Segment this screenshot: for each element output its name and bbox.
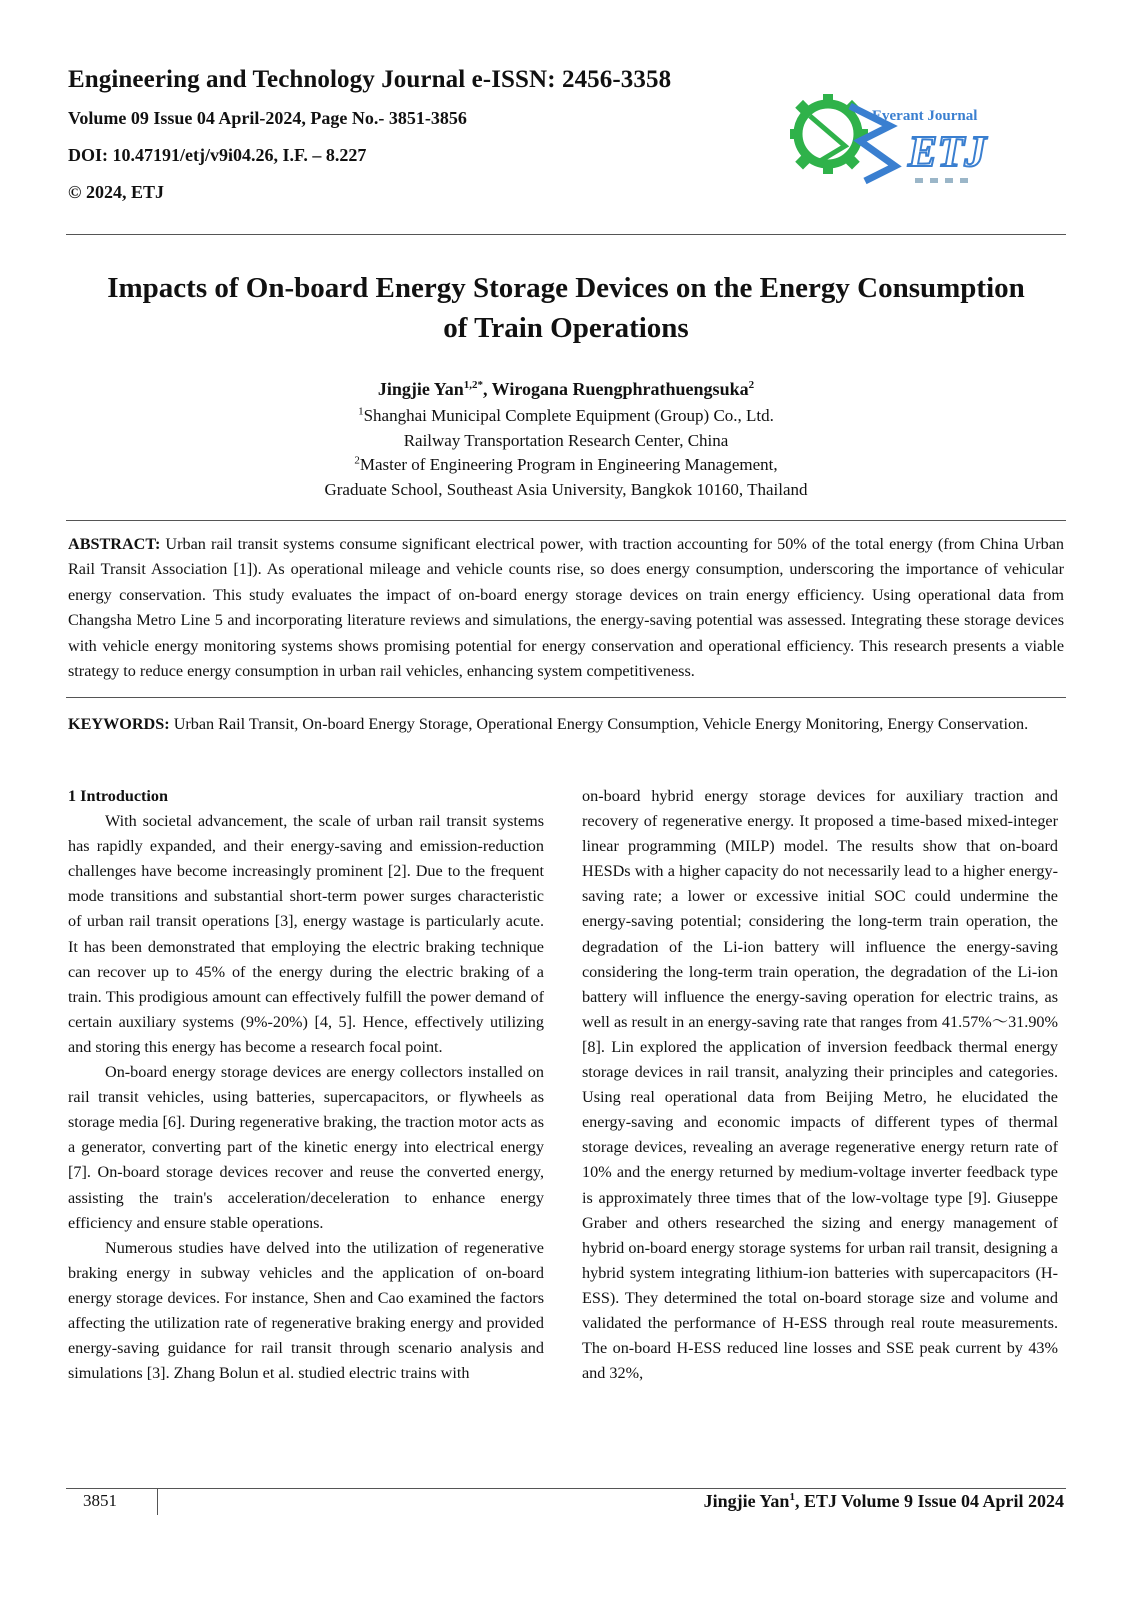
author-2: Wirogana Ruengphrathuengsuka [491, 379, 749, 399]
author-1-superscript: 1,2* [463, 379, 483, 391]
volume-info: Volume 09 Issue 04 April-2024, Page No.- 3851-3856 [68, 108, 467, 128]
copyright: © 2024, ETJ [68, 182, 164, 202]
affiliation-1-line-1: $^1$Shanghai Municipal Complete Equipment (Group) Co., Ltd. [358, 405, 774, 425]
paragraph: On-board energy storage devices are energy collectors installed on rail transit vehicles, using batteries, supercapacitors, or flywheels as storage media [6]. During regenerative braking, the traction motor acts as a generator, converting part of the kinetic energy into electrical energy [7]. On-board storage devices recover and reuse the converted energy, assisting the train's acceleration/deceleration to enhance energy efficiency and ensure stable operations. [68, 1063, 544, 1232]
logo-main-text: ETJ [908, 127, 987, 176]
paragraph: Numerous studies have delved into the utilization of regenerative braking energy in subway vehicles and the application of on-board energy storage devices. For instance, Shen and Cao examined the factors affecting the utilization rate of regenerative braking energy and provided energy-saving guidance for rail transit through scenario analysis and simulations [3]. Zhang Bolun et al. studied electric trains with [68, 1238, 544, 1383]
keywords-label: KEYWORDS: [68, 715, 170, 733]
abstract-label: ABSTRACT: [68, 535, 161, 553]
affiliation-2-line-1: $^2$Master of Engineering Program in Engineering Management, [354, 454, 778, 474]
doi-info: DOI: 10.47191/etj/v9i04.26, I.F. – 8.227 [68, 145, 367, 165]
footer-separator [157, 1489, 158, 1515]
abstract [68, 532, 1064, 684]
affiliation-2-marker: 2 [354, 454, 360, 467]
paper-title [66, 268, 1066, 348]
affiliation-2-line-2: Graduate School, Southeast Asia University, Bangkok 10160, Thailand [324, 480, 808, 499]
author-2-superscript: 2 [748, 379, 755, 391]
author-separator: , [482, 379, 492, 399]
etj-logo [790, 86, 1005, 196]
keywords-text: Urban Rail Transit, On-board Energy Storage, Operational Energy Consumption, Vehicle Energy Monitoring, Energy Conservation. [173, 715, 1029, 733]
journal-header [68, 66, 671, 219]
affiliation-1-marker: 1 [358, 405, 364, 418]
title-line-1: Impacts of On-board Energy Storage Devices on the Energy Consumption [107, 272, 1025, 304]
journal-name: Engineering and Technology Journal e-ISSN: 2456-3358 [68, 66, 672, 93]
abstract-text: Urban rail transit systems consume significant electrical power, with traction accounting for 50% of the total energy (from China Urban Rail Transit Association [1]). As operational mileage and vehicle counts rise, so does energy consumption, underscoring the importance of vehicular energy conservation. This study evaluates the impact of on-board energy storage devices on train energy efficiency. Using operational data from Changsha Metro Line 5 and incorporating literature reviews and simulations, the energy-saving potential was assessed. Integrating these storage devices with vehicle energy monitoring systems shows promising potential for energy conservation and operational efficiency. This research presents a viable strategy to reduce energy consumption in urban rail vehicles, enhancing system competitiveness. [68, 535, 1064, 681]
author-list [66, 379, 1066, 400]
header-rule [66, 234, 1066, 235]
paragraph: With societal advancement, the scale of urban rail transit systems has rapidly expanded, and their energy-saving and emission-reduction challenges have become increasingly prominent [2]. Due to the frequent mode transitions and substantial short-term power surges characteristic of urban rail transit operations [3], energy wastage is particularly acute. It has been demonstrated that employing the electric braking technique can recover up to 45% of the energy during the electric braking of a train. This prodigious amount can effectively fulfill the power demand of certain auxiliary systems (9%-20%) [4, 5]. Hence, effectively utilizing and storing this energy has become a research focal point. [68, 812, 544, 1056]
keywords [68, 712, 1064, 737]
section-heading: 1 Introduction [68, 787, 168, 805]
body-right-column [582, 784, 1058, 1386]
abstract-bottom-rule [66, 697, 1066, 698]
footer-citation: Jingjie Yan$^1$, ETJ Volume 9 Issue 04 April 2024 [703, 1491, 1064, 1511]
body-left-column [68, 784, 544, 1386]
footer-rule [66, 1488, 1066, 1489]
paragraph: on-board hybrid energy storage devices for auxiliary traction and recovery of regenerative energy. It proposed a time-based mixed-integer linear programming (MILP) model. The results show that on-board HESDs with a higher capacity do not necessarily lead to a higher energy-saving rate; a lower or excessive initial SOC could undermine the energy-saving potential; considering the long-term train operation, the degradation of the Li-ion battery will influence the energy-saving considering the long-term train operation, the degradation of the Li-ion battery will influence the energy-saving operation for electric trains, as well as result in an energy-saving rate that ranges from 41.57%～31.90% [8]. Lin explored the application of inversion feedback thermal energy storage devices in rail transit, analyzing their principles and categories. Using real operational data from Beijing Metro, he elucidated the energy-saving and economic impacts of different types of thermal storage devices, revealing an average regenerative energy return rate of 10% and the energy returned by medium-voltage inverter feedback type is approximately three times that of the low-voltage type [9]. Giuseppe Graber and others researched the sizing and energy management of hybrid on-board energy storage systems for urban rail transit, designing a hybrid system integrating lithium-ion batteries with supercapacitors (H-ESS). They determined the total on-board storage size and volume and validated the performance of H-ESS through real route measurements. The on-board H-ESS reduced line losses and SSE peak current by 43% and 32%, [582, 787, 1058, 1383]
title-line-2: of Train Operations [443, 312, 689, 344]
page-number: 3851 [83, 1491, 117, 1510]
abstract-top-rule [66, 520, 1066, 521]
author-1: Jingjie Yan [377, 379, 464, 399]
affiliation-1-line-2: Railway Transportation Research Center, China [403, 431, 729, 450]
logo-subtitle: Everant Journal [872, 108, 978, 124]
